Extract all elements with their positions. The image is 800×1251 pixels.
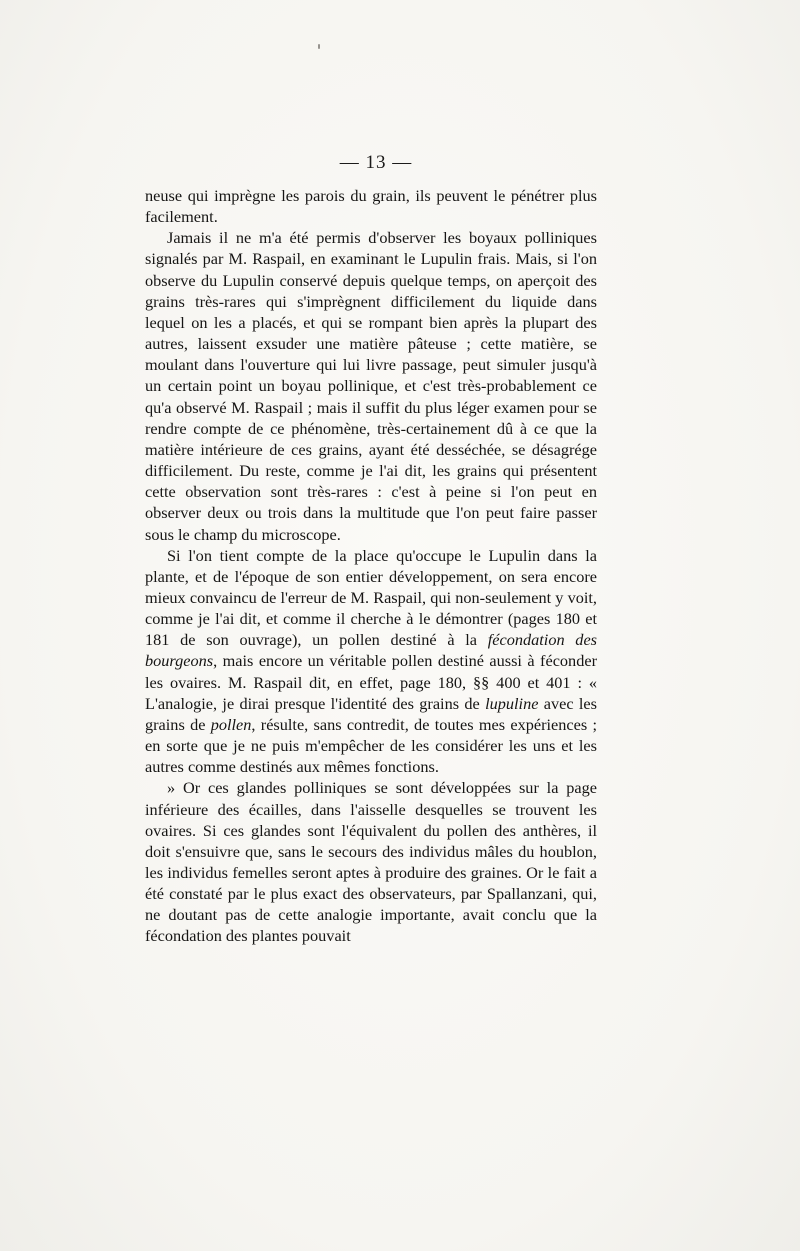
text-run: neuse qui imprègne les parois du grain, ils peuvent le pénétrer plus facilement. (145, 186, 597, 227)
text-run: » Or ces glandes polliniques se sont développées sur la page inférieure des écailles, dans l'aisselle desquelles se trouvent les ovaires. Si ces glandes sont l'équivalent du pollen des anthères, il doit s'ensuivre que, sans le secours des individus mâles du houblon, les individus femelles seront aptes à produire des graines. Or le fait a été constaté par le plus exact des observateurs, par Spallanzani, qui, ne doutant pas de cette analogie importante, avait conclu que la fécondation des plantes pouvait (145, 778, 597, 946)
text-run: , mais encore un véritable pollen destiné aussi à féconder les ovaires. M. Raspail dit, en effet, page 180, §§ 400 et 401 : « L'analogie, je dirai presque l'identité des grains de (145, 651, 597, 713)
body-text (145, 185, 597, 947)
paragraph (145, 545, 597, 778)
text-run: Si l'on tient compte de la place qu'occupe le Lupulin dans la plante, et de l'époque de son entier développement, on sera encore mieux convaincu de l'erreur de M. Raspail, qui non-seulement y voit, comme je l'ai dit, et comme il cherche à le démontrer (pages 180 et 181 de son ouvrage), un pollen destiné à la (145, 545, 597, 650)
text-run: , résulte, sans contredit, de toutes mes expériences ; en sorte que je ne puis m'empêcher de les considérer les uns et les autres comme destinés aux mêmes fonctions. (145, 714, 598, 777)
italic-text-run: fécondation des bourgeons (145, 630, 598, 671)
paragraph (145, 227, 597, 544)
page-number: — 13 — (339, 152, 413, 173)
paragraph (145, 185, 597, 227)
text-run: avec les grains de (145, 693, 597, 734)
text-run: Jamais il ne m'a été permis d'observer les boyaux polliniques signalés par M. Raspail, en examinant le Lupulin frais. Mais, si l'on observe du Lupulin conservé depuis quelque temps, on aperçoit des grains très-rares qui s'imprègnent difficilement du liquide dans lequel on les a placés, et qui se rompant bien après la plupart des autres, laissent exsuder une matière pâteuse ; cette matière, se moulant dans l'ouverture qui lui livre passage, peut simuler jusqu'à un certain point un boyau pollinique, et c'est très-probablement ce qu'a observé M. Raspail ; mais il suffit du plus léger examen pour se rendre compte de ce phénomène, très-certainement dû à ce que la matière intérieure de ces grains, ayant été desséchée, se désagrége difficilement. Du reste, comme je l'ai dit, les grains qui présentent cette observation sont très-rares : c'est à peine si l'on peut en observer deux ou trois dans la multitude que l'on peut faire passer sous le champ du microscope. (145, 228, 597, 544)
print-speck (318, 44, 320, 49)
italic-text-run: pollen (210, 714, 252, 734)
italic-text-run: lupuline (485, 693, 539, 713)
paragraph (145, 777, 597, 946)
